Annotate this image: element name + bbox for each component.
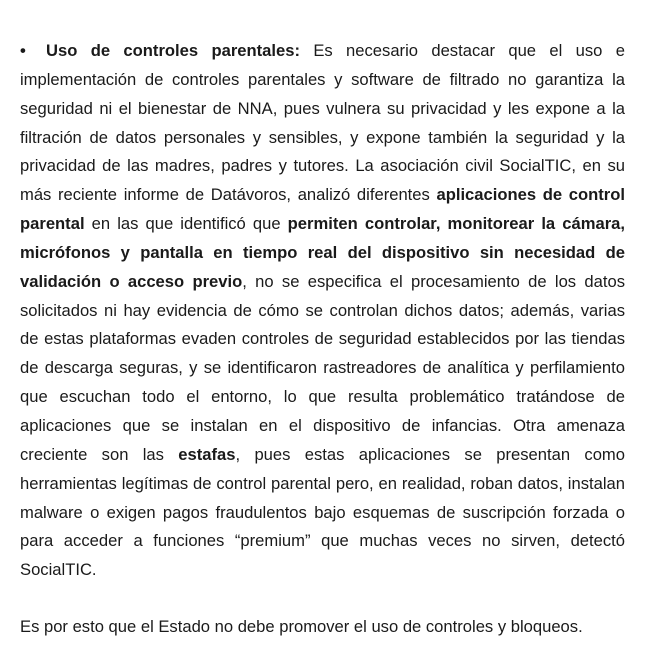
bold-phrase: estafas [178, 444, 236, 464]
bold-phrase: permiten controlar, monitorear la cámara, micrófonos y pantalla en tiempo real del dispositivo sin necesidad de validación o acceso previo [20, 214, 625, 291]
bullet-icon: • [20, 41, 26, 60]
paragraph-conclusion: Es por esto que el Estado no debe promover el uso de controles y bloqueos. [20, 617, 583, 637]
document-body [20, 37, 625, 642]
paragraph-heading: Uso de controles parentales: [46, 41, 300, 60]
bold-phrase: aplicaciones de control parental [20, 185, 625, 234]
paragraph-parental-controls [20, 37, 625, 585]
paragraph-text: en las que identificó que [84, 214, 288, 234]
paragraph-text: Es necesario destacar que el uso e implementación de controles parentales y software de filtrado no garantiza la seguridad ni el bienestar de NNA, pues vulnera su privacidad y les expone a la filtración de datos personales y sensibles, y expone también la seguridad y la privacidad de las madres, padres y tutores. La asociación civil SocialTIC, en su más reciente informe de Datávoros, analizó diferentes [20, 41, 625, 205]
paragraph-text: , no se especifica el procesamiento de los datos solicitados ni hay evidencia de cómo se controlan dichos datos; además, varias de estas plataformas evaden controles de seguridad establecidos por las tiendas de descarga seguras, y se identificaron rastreadores de analítica y perfilamiento que escuchan todo el entorno, lo que resulta problemático tratándose de aplicaciones que se instalan en el dispositivo de infancias. Otra amenaza creciente son las [20, 271, 625, 464]
paragraph-text: , pues estas aplicaciones se presentan como herramientas legítimas de control parental pero, en realidad, roban datos, instalan malware o exigen pagos fraudulentos bajo esquemas de suscripción forzada o para acceder a funciones “premium” que muchas veces no sirven, detectó SocialTIC. [20, 444, 625, 580]
